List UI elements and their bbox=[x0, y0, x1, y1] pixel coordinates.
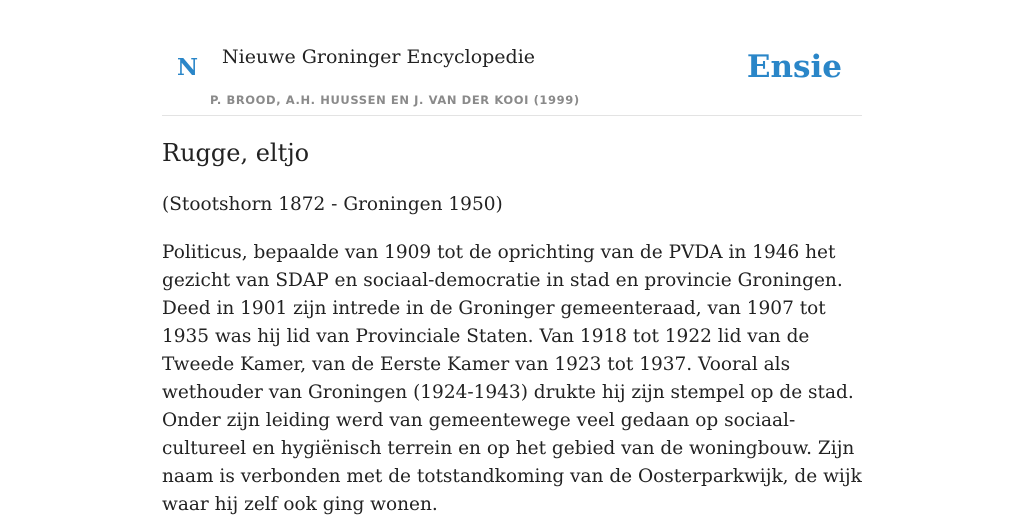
source-header bbox=[162, 0, 862, 116]
encyclopedia-logo[interactable]: N bbox=[177, 54, 199, 81]
book-title[interactable]: Nieuwe Groninger Encyclopedie bbox=[222, 46, 536, 68]
entry-life-dates: (Stootshorn 1872 - Groningen 1950) bbox=[162, 194, 503, 215]
entry-body: Politicus, bepaalde van 1909 tot de oprichting van de PVDA in 1946 het gezicht van SDAP en sociaal-democratie in stad en provincie Groningen. Deed in 1901 zijn intrede in de Groninger gemeenteraad, van 1907 tot 1935 was hij lid van Provinciale Staten. Van 1918 tot 1922 lid van de Tweede Kamer, van de Eerste Kamer van 1923 tot 1937. Vooral als wethouder van Groningen (1924-1943) drukte hij zijn stempel op de stad. Onder zijn leiding werd van gemeentewege veel gedaan op sociaal-cultureel en hygiënisch terrein en op het gebied van de woningbouw. Zijn naam is verbonden met de totstandkoming van de Oosterparkwijk, de wijk waar hij zelf ook ging wonen. bbox=[162, 242, 862, 515]
ensie-logo[interactable]: Ensie bbox=[746, 49, 842, 85]
book-authors: P. BROOD, A.H. HUUSSEN EN J. VAN DER KOOI (1999) bbox=[210, 93, 580, 107]
entry-title: Rugge, eltjo bbox=[162, 139, 310, 167]
entry-card bbox=[162, 0, 862, 515]
